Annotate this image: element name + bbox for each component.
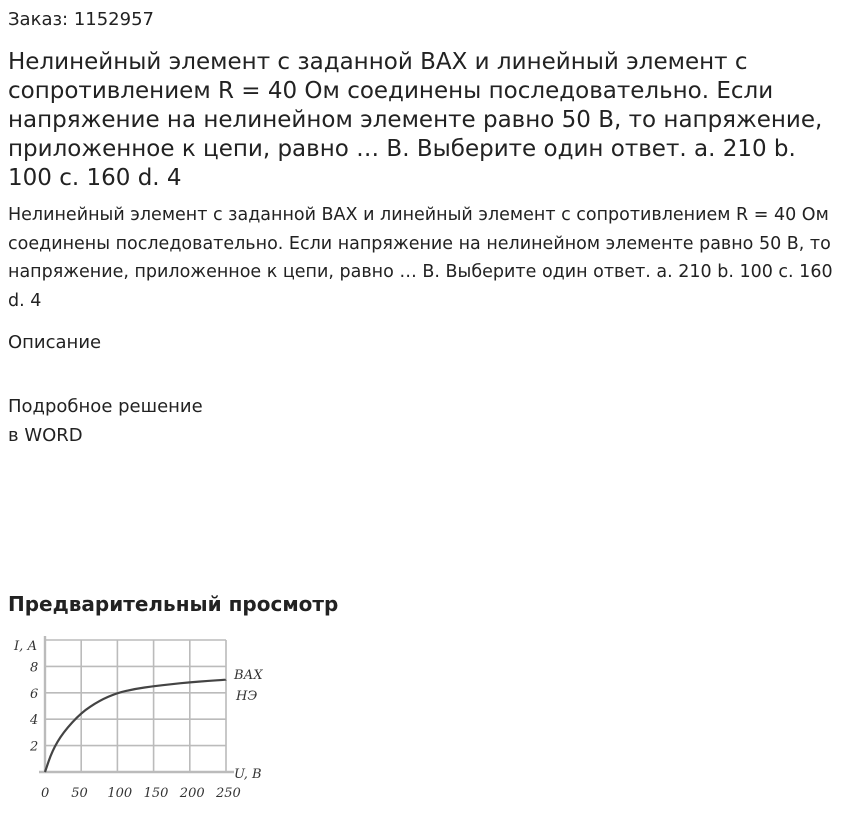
order-number: Заказ: 1152957	[8, 9, 154, 30]
y-tick-label-0: 2	[30, 739, 39, 755]
y-tick-label-1: 4	[30, 713, 39, 729]
curve-label-ne: НЭ	[236, 689, 258, 704]
curve-label-vah: ВАХ	[234, 668, 263, 683]
solution-note-line-1: Подробное решение	[8, 396, 203, 417]
solution-note	[8, 392, 203, 450]
page-title: Нелинейный элемент с заданной ВАХ и линейный элемент с сопротивлением R = 40 Ом соединены последовательно. Если напряжение на нелинейном элементе равно 50 В, то напряжение, приложенное к цепи, равно … В. Выберите один ответ. a. 210 b. 100 c. 160 d. 4	[8, 49, 823, 191]
preview-heading: Предварительный просмотр	[8, 592, 339, 616]
task-description: Нелинейный элемент с заданной ВАХ и линейный элемент с сопротивлением R = 40 Ом соединены последовательно. Если напряжение на нелинейном элементе равно 50 В, то напряжение, приложенное к цепи, равно … В. Выберите один ответ. a. 210 b. 100 c. 160 d. 4	[8, 205, 833, 311]
x-tick-label-4: 200	[179, 786, 205, 801]
y-tick-label-3: 8	[30, 660, 39, 676]
chart-grid	[39, 636, 234, 772]
x-axis-label: U, В	[234, 767, 262, 782]
x-tick-label-0: 0	[41, 786, 50, 801]
x-tick-label-1: 50	[71, 786, 88, 801]
iv-characteristic-chart	[0, 630, 280, 810]
x-tick-label-3: 150	[143, 786, 169, 801]
y-axis-label: I, А	[14, 639, 38, 654]
x-tick-label-5: 250	[216, 786, 241, 801]
solution-note-line-2: в WORD	[8, 425, 83, 446]
preview-image	[0, 630, 280, 810]
description-label: Описание	[8, 332, 102, 353]
x-tick-label-2: 100	[107, 786, 133, 801]
y-tick-label-2: 6	[30, 686, 39, 702]
